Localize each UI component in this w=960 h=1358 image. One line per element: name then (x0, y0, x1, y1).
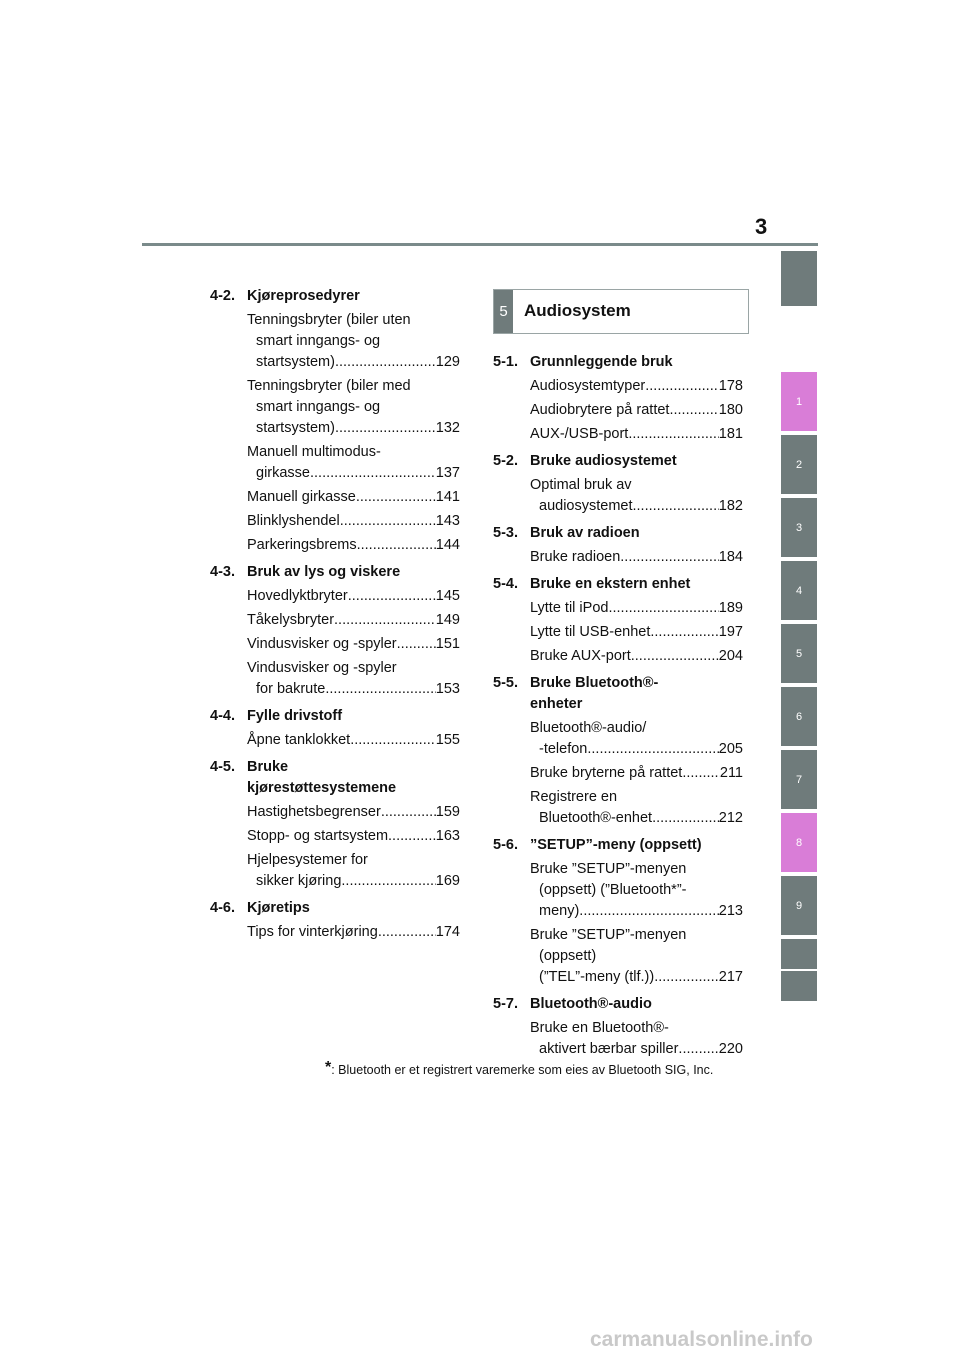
entry-text: Åpne tanklokket (247, 732, 351, 748)
page-ref: 145 (435, 588, 460, 604)
section-heading[interactable] (493, 523, 743, 544)
toc-section (493, 352, 743, 445)
entry-line (247, 610, 460, 631)
chapter-title: Audiosystem (524, 301, 631, 320)
chapter-tab[interactable]: 8 (781, 813, 817, 872)
page-ref: 182 (718, 498, 743, 514)
entry-line (247, 463, 460, 484)
entry-line (247, 397, 460, 418)
section-heading[interactable] (493, 835, 743, 856)
section-number: 4-2. (210, 288, 235, 304)
entry-text: Bluetooth®-audio/ (530, 720, 647, 736)
entry-text: girkasse (256, 465, 310, 481)
entry-text: Stopp- og startsystem (247, 828, 389, 844)
section-number: 5-5. (493, 675, 518, 691)
section-title-line: Fylle drivstoff (247, 708, 343, 724)
section-heading[interactable] (493, 574, 743, 595)
toc-section (493, 994, 743, 1060)
toc-section (210, 286, 460, 556)
entry-line (530, 901, 743, 922)
entry-text: Manuell multimodus- (247, 444, 381, 460)
entry-text: Audiobrytere på rattet (530, 402, 670, 418)
section-title (247, 286, 460, 307)
section-title (530, 352, 743, 373)
toc-entry[interactable] (530, 646, 743, 667)
entry-text: smart inngangs- og (256, 399, 381, 415)
entry-text: Lytte til iPod (530, 600, 609, 616)
chapter-tab[interactable]: 5 (781, 624, 817, 683)
toc-entry[interactable] (247, 634, 460, 655)
entry-line (530, 925, 743, 946)
entry-line (530, 646, 743, 667)
entry-line (530, 787, 743, 808)
page-ref: 197 (718, 624, 743, 640)
dot-leader (325, 679, 435, 700)
page-ref: 137 (435, 465, 460, 481)
toc-entry[interactable] (530, 859, 743, 922)
dot-leader (620, 547, 719, 568)
section-title (247, 757, 460, 799)
entry-line (247, 679, 460, 700)
page-number: 3 (755, 214, 768, 239)
section-title-line: Grunnleggende bruk (530, 354, 673, 370)
page-ref: 141 (435, 489, 460, 505)
entry-line (247, 826, 460, 847)
entry-text: Bruke bryterne på rattet (530, 765, 683, 781)
entry-line (247, 871, 460, 892)
entry-text: Hovedlyktbryter (247, 588, 348, 604)
entry-text: (oppsett) (539, 948, 597, 964)
toc-entry[interactable] (247, 730, 460, 751)
section-title-line: Bruk av lys og viskere (247, 564, 401, 580)
section-title-line: Bluetooth®-audio (530, 996, 652, 1012)
chapter-tab[interactable]: 9 (781, 876, 817, 935)
entry-text: Registrere en (530, 789, 618, 805)
entry-text: -telefon (539, 741, 588, 757)
entry-text: meny) (539, 903, 580, 919)
entry-line (247, 634, 460, 655)
dot-leader (650, 622, 718, 643)
toc-entry[interactable] (247, 922, 460, 943)
page-ref: 129 (435, 354, 460, 370)
footnote-mark: * (325, 1059, 332, 1076)
section-title-line: Bruke Bluetooth®- (530, 675, 659, 691)
footnote-text: : Bluetooth er et registrert varemerke som eies av Bluetooth SIG, Inc. (331, 1063, 714, 1077)
section-heading[interactable] (210, 562, 460, 583)
toc-entry[interactable] (247, 310, 460, 373)
section-title-line: Bruke en ekstern enhet (530, 576, 691, 592)
entry-line (530, 376, 743, 397)
section-title-line: ”SETUP”-meny (oppsett) (530, 837, 702, 853)
entry-text: Tips for vinterkjøring (247, 924, 378, 940)
section-heading[interactable] (493, 673, 743, 715)
entry-line (530, 718, 743, 739)
dot-leader (579, 901, 719, 922)
entry-line (247, 658, 460, 679)
toc-entry[interactable] (247, 826, 460, 847)
chapter-tab[interactable]: 1 (781, 372, 817, 431)
entry-line (530, 763, 743, 784)
section-heading[interactable] (210, 757, 460, 799)
toc-section (493, 835, 743, 988)
entry-text: Audiosystemtyper (530, 378, 646, 394)
toc-entry[interactable] (247, 442, 460, 484)
toc-entry[interactable] (247, 376, 460, 439)
chapter-tab[interactable]: 2 (781, 435, 817, 494)
toc-right-column (493, 352, 743, 1060)
entry-line (530, 547, 743, 568)
dot-leader (645, 376, 719, 397)
top-rule (142, 243, 818, 246)
page-ref: 189 (718, 600, 743, 616)
entry-line (247, 352, 460, 373)
page-ref: 178 (718, 378, 743, 394)
entry-line (530, 739, 743, 760)
page-ref: 212 (718, 810, 743, 826)
section-heading[interactable] (210, 898, 460, 919)
entry-text: Tenningsbryter (biler med (247, 378, 411, 394)
dot-leader (678, 1039, 718, 1060)
page-ref: 205 (718, 741, 743, 757)
entry-text: AUX-/USB-port (530, 426, 629, 442)
entry-line (530, 400, 743, 421)
chapter-tab[interactable]: 7 (781, 750, 817, 809)
section-title-line: enheter (530, 696, 583, 712)
entry-line (530, 967, 743, 988)
chapter-tab[interactable] (781, 939, 817, 969)
dot-leader (335, 352, 436, 373)
page-ref: 151 (435, 636, 460, 652)
page-ref: 174 (435, 924, 460, 940)
dot-leader (356, 487, 436, 508)
toc-entry[interactable] (530, 376, 743, 397)
toc-section (493, 574, 743, 667)
entry-text: aktivert bærbar spiller (539, 1041, 679, 1057)
section-title (247, 898, 460, 919)
section-heading[interactable] (210, 286, 460, 307)
toc-left-column (210, 286, 460, 943)
entry-line (247, 802, 460, 823)
dot-leader (587, 739, 718, 760)
chapter-tab[interactable]: 4 (781, 561, 817, 620)
entry-text: Bluetooth®-enhet (539, 810, 653, 826)
toc-entry[interactable] (247, 850, 460, 892)
toc-entry[interactable] (530, 475, 743, 517)
toc-entry[interactable] (247, 487, 460, 508)
toc-entry[interactable] (530, 622, 743, 643)
watermark: carmanualsonline.info (590, 1328, 813, 1351)
page-ref: 143 (435, 513, 460, 529)
entry-line (530, 880, 743, 901)
section-title (530, 835, 743, 856)
section-title (247, 706, 460, 727)
toc-entry[interactable] (530, 925, 743, 988)
dot-leader (310, 463, 436, 484)
section-title (530, 451, 743, 472)
page-ref: 153 (435, 681, 460, 697)
chapter-tab[interactable]: 3 (781, 498, 817, 557)
chapter-number: 5 (494, 290, 513, 333)
toc-entry[interactable] (530, 718, 743, 760)
entry-line (247, 850, 460, 871)
dot-leader (378, 922, 436, 943)
page-ref: 211 (719, 765, 743, 781)
toc-entry[interactable] (530, 763, 743, 784)
entry-text: Bruke ”SETUP”-menyen (530, 927, 687, 943)
entry-text: Blinklyshendel (247, 513, 340, 529)
dot-leader (350, 730, 436, 751)
page-ref: 159 (435, 804, 460, 820)
entry-line (247, 511, 460, 532)
footnote (325, 1059, 714, 1077)
dot-leader (608, 598, 718, 619)
toc-section (210, 898, 460, 943)
page-ref: 217 (718, 969, 743, 985)
toc-entry[interactable] (247, 610, 460, 631)
entry-text: Hjelpesystemer for (247, 852, 368, 868)
entry-line (247, 418, 460, 439)
entry-text: Bruke ”SETUP”-menyen (530, 861, 687, 877)
dot-leader (348, 586, 436, 607)
entry-text: Parkeringsbrems (247, 537, 357, 553)
entry-line (530, 598, 743, 619)
section-title (530, 673, 743, 715)
entry-text: Bruke radioen (530, 549, 621, 565)
entry-line (530, 1018, 743, 1039)
entry-line (530, 622, 743, 643)
entry-line (247, 487, 460, 508)
section-title-line: Bruke (247, 759, 289, 775)
dot-leader (652, 808, 719, 829)
section-title-line: Kjøreprosedyrer (247, 288, 360, 304)
toc-entry[interactable] (247, 586, 460, 607)
entry-line (247, 376, 460, 397)
entry-line (530, 1039, 743, 1060)
entry-line (247, 922, 460, 943)
section-number: 4-6. (210, 900, 235, 916)
entry-text: Tenningsbryter (biler uten (247, 312, 411, 328)
section-title-line: Bruk av radioen (530, 525, 640, 541)
entry-line (530, 859, 743, 880)
toc-section (210, 706, 460, 751)
entry-line (530, 496, 743, 517)
section-number: 5-6. (493, 837, 518, 853)
page-ref: 204 (718, 648, 743, 664)
entry-text: startsystem) (256, 354, 335, 370)
page-ref: 163 (435, 828, 460, 844)
entry-text: Hastighetsbegrenser (247, 804, 381, 820)
dot-leader (654, 967, 719, 988)
page-ref: 132 (435, 420, 460, 436)
entry-line (247, 586, 460, 607)
entry-text: smart inngangs- og (256, 333, 381, 349)
page-ref: 184 (718, 549, 743, 565)
entry-text: Vindusvisker og -spyler (247, 660, 397, 676)
page-ref: 213 (718, 903, 743, 919)
toc-entry[interactable] (530, 400, 743, 421)
section-heading[interactable] (493, 994, 743, 1015)
toc-entry[interactable] (247, 802, 460, 823)
section-number: 5-2. (493, 453, 518, 469)
section-heading[interactable] (493, 451, 743, 472)
entry-text: (oppsett) (”Bluetooth*”- (539, 882, 687, 898)
dot-leader (628, 424, 718, 445)
section-number: 5-3. (493, 525, 518, 541)
page-ref: 169 (435, 873, 460, 889)
chapter-tab[interactable] (781, 251, 817, 306)
section-number: 5-1. (493, 354, 518, 370)
page-ref: 155 (435, 732, 460, 748)
section-number: 5-7. (493, 996, 518, 1012)
toc-section (210, 757, 460, 892)
entry-line (247, 730, 460, 751)
entry-line (530, 946, 743, 967)
toc-section (493, 451, 743, 517)
section-title (530, 574, 743, 595)
entry-text: sikker kjøring (256, 873, 342, 889)
entry-line (530, 475, 743, 496)
dot-leader (381, 802, 436, 823)
entry-line (530, 808, 743, 829)
dot-leader (334, 610, 436, 631)
toc-entry[interactable] (530, 547, 743, 568)
section-heading[interactable] (493, 352, 743, 373)
entry-line (247, 331, 460, 352)
entry-text: Lytte til USB-enhet (530, 624, 651, 640)
dot-leader (633, 496, 719, 517)
toc-entry[interactable] (247, 535, 460, 556)
entry-text: Vindusvisker og -spyler (247, 636, 397, 652)
section-title (530, 523, 743, 544)
section-title (530, 994, 743, 1015)
section-number: 4-3. (210, 564, 235, 580)
chapter-header (493, 289, 749, 334)
entry-line (247, 535, 460, 556)
entry-text: startsystem) (256, 420, 335, 436)
entry-text: for bakrute (256, 681, 326, 697)
dot-leader (669, 400, 718, 421)
chapter-tab[interactable] (781, 971, 817, 1001)
dot-leader (631, 646, 719, 667)
toc-entry[interactable] (247, 511, 460, 532)
entry-text: Optimal bruk av (530, 477, 632, 493)
toc-section (493, 673, 743, 829)
dot-leader (357, 535, 436, 556)
section-title-line: Bruke audiosystemet (530, 453, 677, 469)
section-heading[interactable] (210, 706, 460, 727)
dot-leader (341, 871, 435, 892)
toc-entry[interactable] (530, 1018, 743, 1060)
entry-text: Tåkelysbryter (247, 612, 335, 628)
section-number: 5-4. (493, 576, 518, 592)
section-title (247, 562, 460, 583)
page-ref: 180 (718, 402, 743, 418)
toc-entry[interactable] (530, 598, 743, 619)
entry-text: Bruke en Bluetooth®- (530, 1020, 669, 1036)
toc-entry[interactable] (530, 424, 743, 445)
entry-line (530, 424, 743, 445)
dot-leader (682, 763, 720, 784)
entry-line (247, 442, 460, 463)
chapter-tab[interactable]: 6 (781, 687, 817, 746)
page-ref: 181 (718, 426, 743, 442)
toc-entry[interactable] (530, 787, 743, 829)
dot-leader (397, 634, 436, 655)
toc-entry[interactable] (247, 658, 460, 700)
entry-text: Manuell girkasse (247, 489, 356, 505)
entry-line (247, 310, 460, 331)
section-title-line: kjørestøttesystemene (247, 780, 397, 796)
page-ref: 149 (435, 612, 460, 628)
dot-leader (340, 511, 436, 532)
toc-section (493, 523, 743, 568)
toc-section (210, 562, 460, 700)
dot-leader (388, 826, 436, 847)
page-ref: 144 (435, 537, 460, 553)
entry-text: Bruke AUX-port (530, 648, 631, 664)
page-ref: 220 (718, 1041, 743, 1057)
section-title-line: Kjøretips (247, 900, 310, 916)
entry-text: (”TEL”-meny (tlf.)) (539, 969, 655, 985)
dot-leader (335, 418, 436, 439)
section-number: 4-5. (210, 759, 235, 775)
section-number: 4-4. (210, 708, 235, 724)
entry-text: audiosystemet (539, 498, 633, 514)
